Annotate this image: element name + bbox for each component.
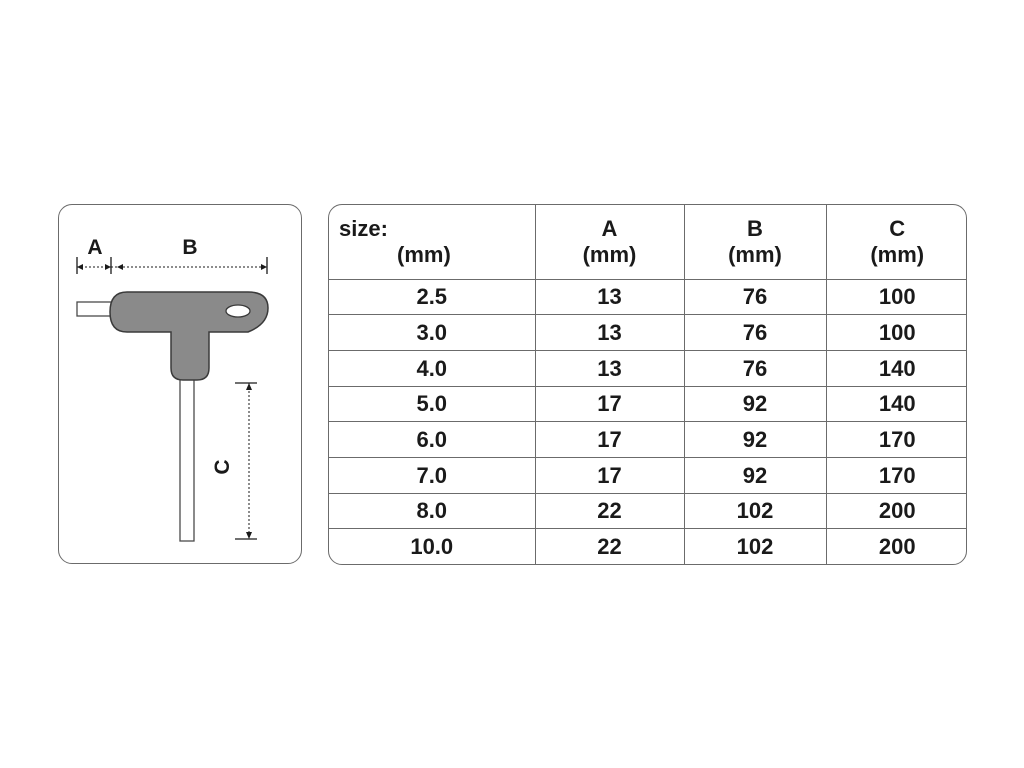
a-cell: 13 bbox=[535, 279, 684, 315]
table-row bbox=[329, 315, 967, 351]
b-cell: 102 bbox=[684, 493, 826, 529]
size-table-panel bbox=[328, 204, 967, 565]
size-cell: 8.0 bbox=[329, 493, 535, 529]
dimension-b-label: B bbox=[182, 236, 198, 259]
size-cell: 7.0 bbox=[329, 458, 535, 494]
a-cell: 13 bbox=[535, 315, 684, 351]
b-cell: 76 bbox=[684, 350, 826, 386]
c-cell: 100 bbox=[826, 315, 967, 351]
table-header-row bbox=[329, 205, 967, 279]
column-header-unit: (mm) bbox=[582, 241, 637, 267]
size-header-label: size: bbox=[339, 216, 388, 242]
table-row bbox=[329, 493, 967, 529]
dimension-c-label: C bbox=[211, 459, 234, 475]
a-cell: 17 bbox=[535, 386, 684, 422]
a-cell: 22 bbox=[535, 493, 684, 529]
table-row bbox=[329, 422, 967, 458]
long-shaft-shape bbox=[180, 375, 194, 541]
c-cell: 140 bbox=[826, 350, 967, 386]
c-cell: 170 bbox=[826, 422, 967, 458]
column-header-name: A bbox=[601, 216, 618, 242]
b-cell: 92 bbox=[684, 386, 826, 422]
c-cell: 200 bbox=[826, 493, 967, 529]
a-cell: 13 bbox=[535, 350, 684, 386]
b-cell: 102 bbox=[684, 529, 826, 564]
c-cell: 200 bbox=[826, 529, 967, 564]
key-diagram-panel bbox=[58, 204, 302, 564]
table-row bbox=[329, 386, 967, 422]
b-cell: 92 bbox=[684, 422, 826, 458]
size-cell: 10.0 bbox=[329, 529, 535, 564]
handle-hole-shape bbox=[226, 305, 250, 317]
size-column-header bbox=[329, 205, 535, 279]
dimension-c bbox=[211, 383, 257, 539]
size-cell: 5.0 bbox=[329, 386, 535, 422]
short-arm-shape bbox=[77, 302, 113, 316]
table-row bbox=[329, 529, 967, 564]
size-cell: 6.0 bbox=[329, 422, 535, 458]
c-cell: 170 bbox=[826, 458, 967, 494]
size-cell: 4.0 bbox=[329, 350, 535, 386]
size-header-unit: (mm) bbox=[397, 241, 451, 267]
b-cell: 76 bbox=[684, 279, 826, 315]
b-cell: 92 bbox=[684, 458, 826, 494]
t-handle-key-diagram bbox=[59, 205, 303, 565]
dimension-a bbox=[77, 236, 111, 274]
a-cell: 17 bbox=[535, 422, 684, 458]
column-header-name: B bbox=[747, 216, 763, 242]
table-row bbox=[329, 458, 967, 494]
column-header-a bbox=[535, 205, 684, 279]
column-header-b bbox=[684, 205, 826, 279]
column-header-name: C bbox=[889, 216, 906, 242]
c-cell: 140 bbox=[826, 386, 967, 422]
size-table bbox=[329, 205, 967, 564]
table-row bbox=[329, 279, 967, 315]
dimension-b bbox=[111, 236, 267, 274]
c-cell: 100 bbox=[826, 279, 967, 315]
column-header-unit: (mm) bbox=[728, 241, 782, 267]
a-cell: 22 bbox=[535, 529, 684, 564]
table-row bbox=[329, 350, 967, 386]
dimension-a-label: A bbox=[87, 236, 103, 259]
column-header-unit: (mm) bbox=[870, 241, 925, 267]
size-cell: 3.0 bbox=[329, 315, 535, 351]
column-header-c bbox=[826, 205, 967, 279]
a-cell: 17 bbox=[535, 458, 684, 494]
size-cell: 2.5 bbox=[329, 279, 535, 315]
b-cell: 76 bbox=[684, 315, 826, 351]
